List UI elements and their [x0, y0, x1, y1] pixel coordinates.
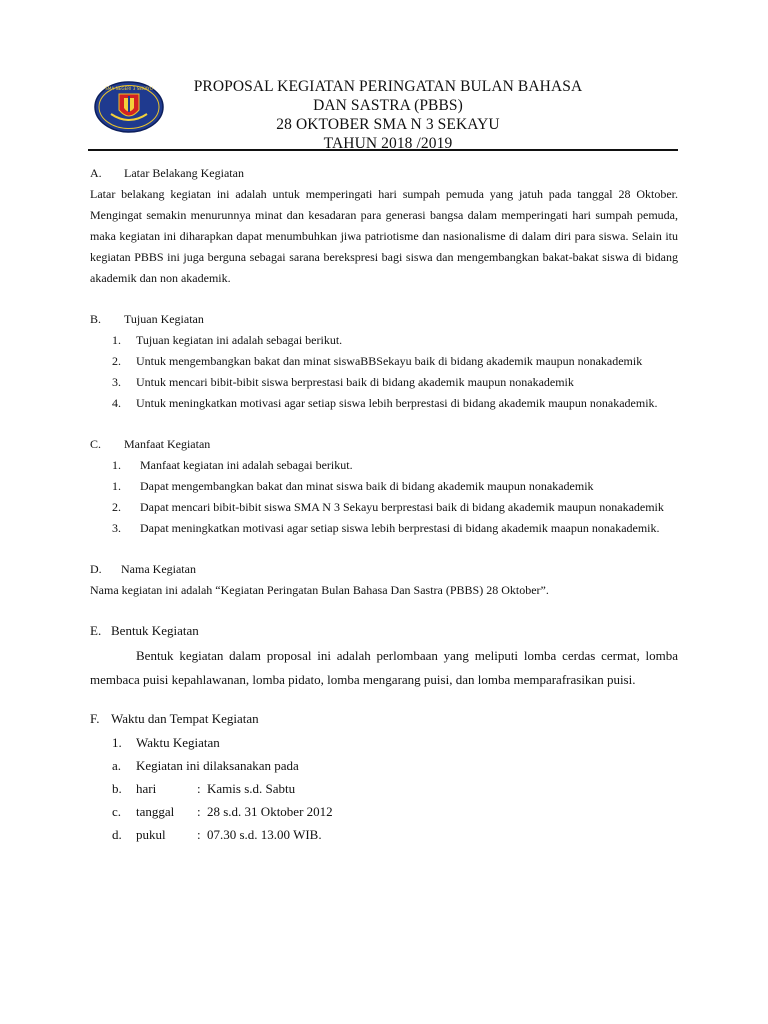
school-logo	[93, 80, 165, 134]
schedule-row: d. pukul : 07.30 s.d. 13.00 WIB.	[112, 827, 322, 842]
section-d-letter: D.	[90, 562, 102, 576]
list-item: 3. Untuk mencari bibit-bibit siswa berprestasi baik di bidang akademik maupun nonakademik	[112, 375, 574, 389]
title-line-2: DAN SASTRA (PBBS)	[313, 97, 463, 114]
logo-text: SMA NEGERI 3 SEKAYU	[105, 86, 153, 91]
document-body	[90, 163, 678, 846]
list-item: 4. Untuk meningkatkan motivasi agar setiap siswa lebih berprestasi di bidang akademik maupun nonakademik.	[112, 396, 658, 410]
list-item: 2. Untuk mengembangkan bakat dan minat siswaBBSekayu baik di bidang akademik maupun nonakademik	[112, 354, 643, 368]
section-nama-kegiatan	[90, 559, 678, 601]
list-item: 2. Dapat mencari bibit-bibit siswa SMA N 3 Sekayu berprestasi baik di bidang akademik maupun nonakademik	[112, 500, 664, 514]
document-title	[165, 77, 611, 153]
section-latar-belakang	[90, 163, 678, 289]
section-e-paragraph: Bentuk kegiatan dalam proposal ini adalah perlombaan yang meliputi lomba cerdas cermat, lomba membaca puisi kepahlawanan, lomba pidato, lomba mengarang puisi, dan lomba memparafrasikan puisi.	[90, 648, 678, 687]
section-d-paragraph: Nama kegiatan ini adalah “Kegiatan Peringatan Bulan Bahasa Dan Sastra (PBBS) 28 Oktober”.	[90, 583, 549, 597]
section-a-paragraph: Latar belakang kegiatan ini adalah untuk memperingati hari sumpah pemuda yang jatuh pada tanggal 28 Oktober. Mengingat semakin menurunnya minat dan kesadaran para generasi bangsa dalam memperingati hari sumpah pemuda, maka kegiatan ini diharapkan dapat menumbuhkan jiwa patriotisme dan nasionalisme di dalam diri para siswa. Selain itu kegiatan PBBS ini juga berguna sebagai sarana berekspresi bagi siswa dan mengembangkan bakat-bakat siswa di bidang akademik dan non akademik.	[90, 187, 678, 285]
schedule-row: a. Kegiatan ini dilaksanakan pada	[112, 758, 299, 773]
section-f-heading: Waktu dan Tempat Kegiatan	[111, 711, 259, 726]
section-d-heading: Nama Kegiatan	[121, 562, 196, 576]
list-item: 1. Tujuan kegiatan ini adalah sebagai berikut.	[112, 333, 343, 347]
section-manfaat	[90, 434, 678, 539]
section-c-letter: C.	[90, 437, 102, 451]
section-e-heading: Bentuk Kegiatan	[111, 623, 199, 638]
title-line-4: TAHUN 2018 /2019	[323, 135, 453, 152]
title-line-3: 28 OKTOBER SMA N 3 SEKAYU	[276, 116, 500, 133]
list-item: 1. Manfaat kegiatan ini adalah sebagai berikut.	[112, 458, 353, 472]
sub-heading-waktu: 1. Waktu Kegiatan	[112, 735, 220, 750]
section-f-letter: F.	[90, 711, 100, 726]
schedule-row: c. tanggal : 28 s.d. 31 Oktober 2012	[112, 804, 333, 819]
schedule-row: b. hari : Kamis s.d. Sabtu	[112, 781, 296, 796]
section-waktu-tempat	[90, 708, 678, 846]
section-a-letter: A.	[90, 166, 102, 180]
list-item: 3. Dapat meningkatkan motivasi agar setiap siswa lebih berprestasi di bidang akademik maapun nonakademik.	[112, 521, 660, 535]
section-e-letter: E.	[90, 623, 102, 638]
section-a-heading: Latar Belakang Kegiatan	[124, 166, 244, 180]
section-b-letter: B.	[90, 312, 102, 326]
title-line-1: PROPOSAL KEGIATAN PERINGATAN BULAN BAHASA	[193, 78, 583, 95]
header-divider	[88, 149, 678, 151]
section-bentuk-kegiatan	[90, 620, 678, 691]
section-b-heading: Tujuan Kegiatan	[124, 312, 204, 326]
list-item: 1. Dapat mengembangkan bakat dan minat siswa baik di bidang akademik maupun nonakademik	[112, 479, 594, 493]
section-c-heading: Manfaat Kegiatan	[124, 437, 211, 451]
section-tujuan	[90, 309, 678, 414]
